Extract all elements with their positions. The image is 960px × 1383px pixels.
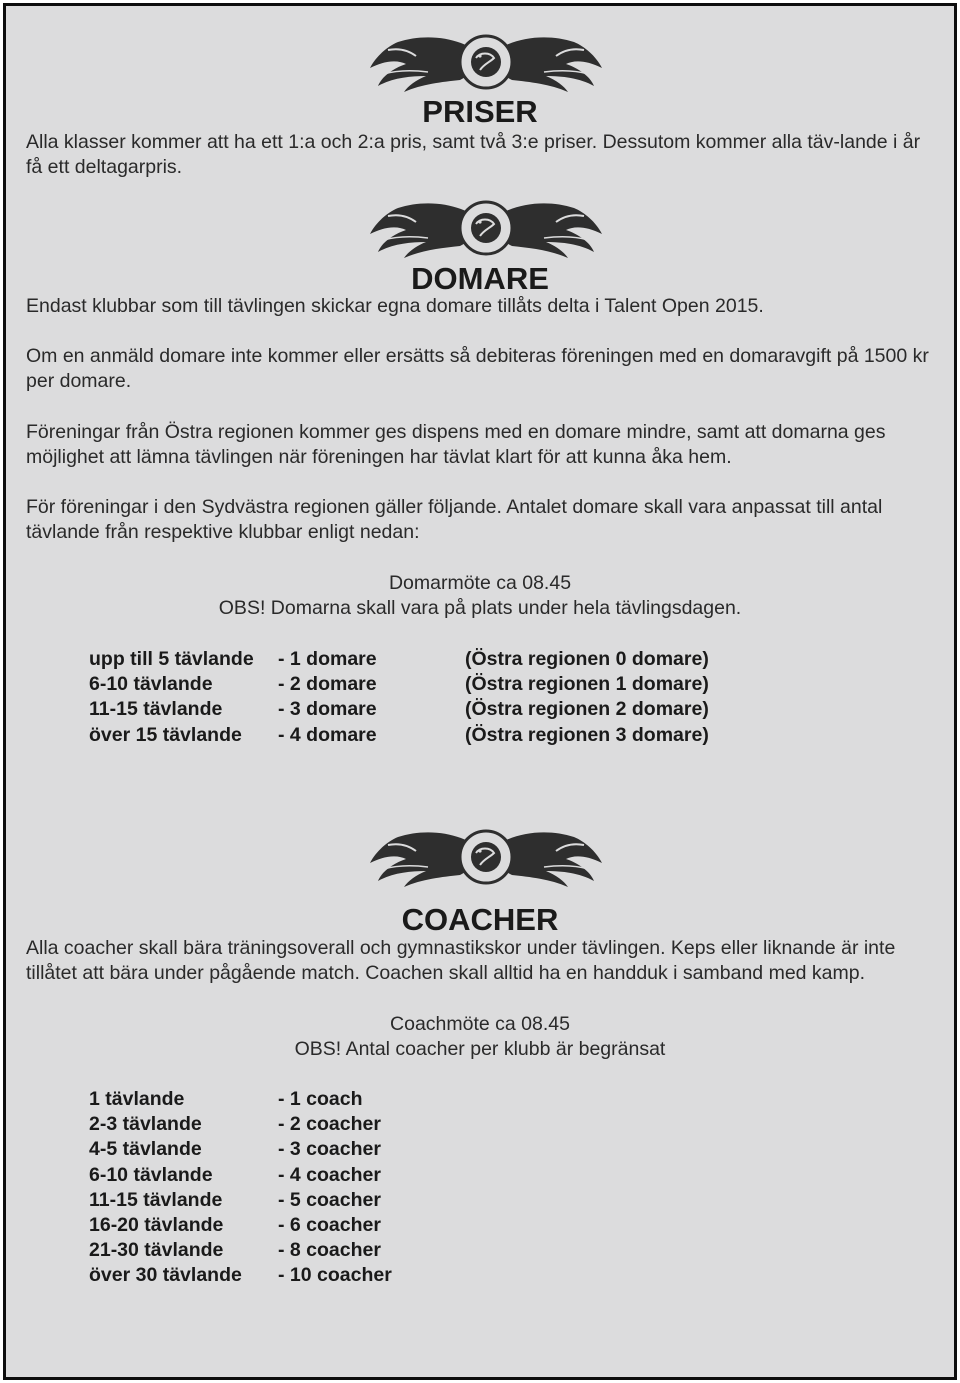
domare-meeting-time: Domarmöte ca 08.45 — [388, 572, 572, 594]
range-cell: 6-10 tävlande — [89, 1163, 213, 1186]
domare-paragraph-3: Föreningar från Östra regionen kommer ges dispens med en domare mindre, samt att domarna ges möjlighet att lämna tävlingen när föreningen har tävlat klart för att kunna åka hem. — [26, 421, 886, 469]
east-region-cell: (Östra regionen 2 domare) — [465, 698, 709, 721]
range-cell: över 15 tävlande — [89, 723, 242, 746]
count-cell: - 4 domare — [278, 723, 377, 746]
count-cell: - 1 coach — [278, 1088, 363, 1110]
count-cell: - 3 coacher — [278, 1138, 381, 1161]
count-cell: - 10 coacher — [278, 1264, 392, 1287]
priser-text: Alla klasser kommer att ha ett 1:a och 2:a pris, samt två 3:e priser. Dessutom kommer alla täv-lande i år få ett deltagarpris. — [26, 131, 921, 179]
count-cell: - 6 coacher — [278, 1213, 381, 1236]
east-region-cell: (Östra regionen 0 domare) — [465, 648, 709, 670]
range-cell: 2-3 tävlande — [89, 1113, 202, 1136]
count-cell: - 5 coacher — [278, 1188, 381, 1211]
domare-paragraph-2: Om en anmäld domare inte kommer eller ersätts så debiteras föreningen med en domaravgift på 1500 kr per domare. — [26, 345, 929, 393]
east-region-cell: (Östra regionen 1 domare) — [465, 673, 709, 696]
range-cell: 6-10 tävlande — [89, 673, 213, 696]
count-cell: - 3 domare — [278, 698, 377, 721]
east-region-cell: (Östra regionen 3 domare) — [465, 723, 709, 746]
count-cell: - 4 coacher — [278, 1163, 381, 1186]
range-cell: 11-15 tävlande — [89, 1188, 223, 1211]
coacher-text: Alla coacher skall bära träningsoverall och gymnastikskor under tävlingen. Keps eller liknande är inte tillåtet att bära under pågående match. Coachen skall alltid ha en handduk i samband med kamp. — [26, 937, 896, 985]
count-cell: - 1 domare — [278, 648, 377, 670]
range-cell: över 30 tävlande — [89, 1264, 242, 1287]
section-heading-coacher: COACHER — [401, 902, 559, 937]
coacher-note: OBS! Antal coacher per klubb är begränsat — [294, 1038, 666, 1060]
section-heading-domare: DOMARE — [411, 261, 549, 296]
dragon-logo-icon — [368, 30, 604, 94]
dragon-logo-icon — [368, 196, 604, 260]
domare-note: OBS! Domarna skall vara på plats under hela tävlingsdagen. — [218, 597, 742, 619]
range-cell: 4-5 tävlande — [89, 1138, 202, 1161]
coach-meeting-time: Coachmöte ca 08.45 — [390, 1013, 570, 1035]
dragon-logo-icon — [368, 825, 604, 889]
domare-paragraph-1: Endast klubbar som till tävlingen skickar egna domare tillåts delta i Talent Open 2015. — [26, 295, 764, 317]
range-cell: 11-15 tävlande — [89, 698, 223, 721]
count-cell: - 2 coacher — [278, 1113, 381, 1136]
domare-paragraph-4: För föreningar i den Sydvästra regionen gäller följande. Antalet domare skall vara anpassat till antal tävlande från respektive klubbar enligt nedan: — [26, 496, 883, 544]
section-heading-priser: PRISER — [422, 94, 538, 129]
range-cell: upp till 5 tävlande — [89, 648, 254, 670]
range-cell: 1 tävlande — [89, 1088, 185, 1110]
document-page — [3, 3, 957, 1380]
count-cell: - 2 domare — [278, 673, 377, 696]
range-cell: 16-20 tävlande — [89, 1213, 224, 1236]
count-cell: - 8 coacher — [278, 1239, 381, 1262]
range-cell: 21-30 tävlande — [89, 1239, 224, 1262]
